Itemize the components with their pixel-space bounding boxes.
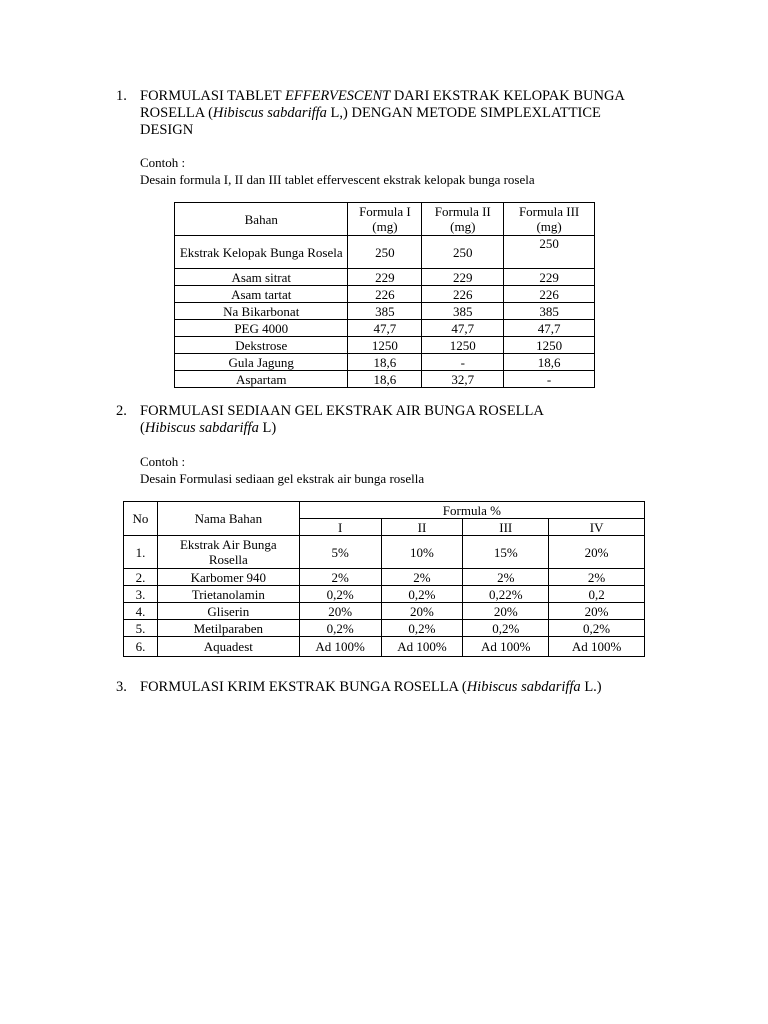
heading-text: DARI EKSTRAK KELOPAK BUNGA bbox=[390, 88, 625, 104]
table-cell: 20% bbox=[381, 603, 463, 620]
table-cell: 0,2% bbox=[381, 586, 463, 603]
table-cell: 3. bbox=[124, 586, 158, 603]
table-cell: 229 bbox=[504, 269, 595, 286]
table-row bbox=[175, 269, 595, 286]
table-cell: 6. bbox=[124, 637, 158, 657]
table-row bbox=[124, 569, 645, 586]
header-cell: Nama Bahan bbox=[157, 502, 299, 536]
section-number: 2. bbox=[116, 403, 127, 419]
heading-line: DESIGN bbox=[140, 122, 194, 138]
header-cell: I bbox=[299, 519, 381, 536]
heading-text: ( bbox=[140, 420, 145, 436]
table-cell: 226 bbox=[504, 286, 595, 303]
header-cell: Formula II (mg) bbox=[422, 203, 504, 236]
table-cell: 0,2% bbox=[463, 620, 549, 637]
table-cell: 1250 bbox=[348, 337, 422, 354]
table-cell: - bbox=[504, 371, 595, 388]
table-cell: 47,7 bbox=[504, 320, 595, 337]
table-cell: 4. bbox=[124, 603, 158, 620]
table-header-row bbox=[124, 502, 645, 519]
header-cell: III bbox=[463, 519, 549, 536]
table-cell: Ekstrak Kelopak Bunga Rosela bbox=[175, 236, 348, 269]
table-cell: Asam sitrat bbox=[175, 269, 348, 286]
table-cell: 1250 bbox=[504, 337, 595, 354]
table-cell: 0,22% bbox=[463, 586, 549, 603]
table-cell: Gula Jagung bbox=[175, 354, 348, 371]
table-cell: Aspartam bbox=[175, 371, 348, 388]
table-cell: Ad 100% bbox=[463, 637, 549, 657]
table-cell: Ad 100% bbox=[299, 637, 381, 657]
table-cell: 385 bbox=[422, 303, 504, 320]
table-row bbox=[124, 620, 645, 637]
table-cell: 250 bbox=[422, 236, 504, 269]
header-cell: II bbox=[381, 519, 463, 536]
table-cell: 20% bbox=[549, 536, 645, 569]
example-description: Desain formula I, II dan III tablet effervescent ekstrak kelopak bunga rosela bbox=[140, 172, 535, 187]
table-cell: 385 bbox=[348, 303, 422, 320]
heading-text: ROSELLA ( bbox=[140, 105, 213, 121]
table-row bbox=[175, 303, 595, 320]
table-cell: 20% bbox=[299, 603, 381, 620]
table-cell: 1. bbox=[124, 536, 158, 569]
heading-italic: EFFERVESCENT bbox=[284, 88, 391, 104]
table-cell: 1250 bbox=[422, 337, 504, 354]
heading-line bbox=[140, 679, 602, 696]
table-cell: Ekstrak Air Bunga Rosella bbox=[157, 536, 299, 569]
table-cell: 385 bbox=[504, 303, 595, 320]
table-row bbox=[124, 586, 645, 603]
table-header-row bbox=[175, 203, 595, 236]
table-cell: 226 bbox=[422, 286, 504, 303]
table-cell: Trietanolamin bbox=[157, 586, 299, 603]
table-cell: 5% bbox=[299, 536, 381, 569]
table-row bbox=[175, 354, 595, 371]
section-number: 1. bbox=[116, 88, 127, 104]
section-number: 3. bbox=[116, 679, 127, 695]
heading-italic: Hibiscus sabdariffa bbox=[212, 105, 327, 121]
heading-line: FORMULASI SEDIAAN GEL EKSTRAK AIR BUNGA ROSELLA bbox=[140, 403, 544, 419]
tablet-formula-table bbox=[174, 202, 595, 388]
table-cell: 32,7 bbox=[422, 371, 504, 388]
table-cell: 15% bbox=[463, 536, 549, 569]
table-cell: 229 bbox=[422, 269, 504, 286]
table-cell: 20% bbox=[549, 603, 645, 620]
table-cell: Dekstrose bbox=[175, 337, 348, 354]
example-description: Desain Formulasi sediaan gel ekstrak air bunga rosella bbox=[140, 471, 425, 486]
table-cell: Na Bikarbonat bbox=[175, 303, 348, 320]
table-cell: 10% bbox=[381, 536, 463, 569]
table-cell: 5. bbox=[124, 620, 158, 637]
example-label: Contoh : bbox=[140, 454, 186, 469]
table-cell: 20% bbox=[463, 603, 549, 620]
heading-line bbox=[140, 105, 601, 122]
heading-italic: Hibiscus sabdariffa bbox=[144, 420, 259, 436]
header-cell: Formula I (mg) bbox=[348, 203, 422, 236]
header-cell: Formula III (mg) bbox=[504, 203, 595, 236]
table-cell: 47,7 bbox=[422, 320, 504, 337]
header-cell: Bahan bbox=[175, 203, 348, 236]
table-cell: 226 bbox=[348, 286, 422, 303]
table-cell: 18,6 bbox=[348, 354, 422, 371]
table-cell: 2. bbox=[124, 569, 158, 586]
table-row bbox=[175, 286, 595, 303]
heading-text: L) bbox=[258, 420, 277, 436]
heading-text: L,) DENGAN METODE SIMPLEXLATTICE bbox=[326, 105, 601, 121]
table-cell: 250 bbox=[504, 236, 595, 269]
heading-italic: Hibiscus sabdariffa bbox=[466, 679, 581, 695]
table-cell: Aquadest bbox=[157, 637, 299, 657]
heading-line bbox=[140, 420, 276, 437]
table-cell: Ad 100% bbox=[549, 637, 645, 657]
table-cell: 2% bbox=[299, 569, 381, 586]
table-row bbox=[175, 236, 595, 269]
table-cell: 250 bbox=[348, 236, 422, 269]
table-cell: Metilparaben bbox=[157, 620, 299, 637]
table-row bbox=[175, 337, 595, 354]
header-cell: Formula % bbox=[299, 502, 644, 519]
table-cell: Ad 100% bbox=[381, 637, 463, 657]
heading-text: FORMULASI KRIM EKSTRAK BUNGA ROSELLA ( bbox=[140, 679, 467, 695]
table-cell: PEG 4000 bbox=[175, 320, 348, 337]
example-label: Contoh : bbox=[140, 155, 186, 170]
header-cell: No bbox=[124, 502, 158, 536]
table-row bbox=[124, 637, 645, 657]
table-cell: 0,2% bbox=[381, 620, 463, 637]
table-cell: 2% bbox=[381, 569, 463, 586]
gel-formula-table bbox=[123, 501, 645, 657]
table-cell: Karbomer 940 bbox=[157, 569, 299, 586]
table-cell: 229 bbox=[348, 269, 422, 286]
table-cell: Gliserin bbox=[157, 603, 299, 620]
table-cell: 2% bbox=[463, 569, 549, 586]
table-cell: Asam tartat bbox=[175, 286, 348, 303]
table-row bbox=[124, 536, 645, 569]
table-row bbox=[175, 371, 595, 388]
table-cell: 0,2 bbox=[549, 586, 645, 603]
table-row bbox=[124, 603, 645, 620]
table-cell: 47,7 bbox=[348, 320, 422, 337]
heading-text: L.) bbox=[580, 679, 602, 695]
table-row bbox=[175, 320, 595, 337]
table-cell: 18,6 bbox=[348, 371, 422, 388]
table-cell: 2% bbox=[549, 569, 645, 586]
header-cell: IV bbox=[549, 519, 645, 536]
table-cell: 0,2% bbox=[549, 620, 645, 637]
heading-line bbox=[140, 88, 625, 105]
table-cell: 0,2% bbox=[299, 620, 381, 637]
table-cell: 18,6 bbox=[504, 354, 595, 371]
table-cell: - bbox=[422, 354, 504, 371]
heading-text: FORMULASI TABLET bbox=[140, 88, 285, 104]
table-cell: 0,2% bbox=[299, 586, 381, 603]
